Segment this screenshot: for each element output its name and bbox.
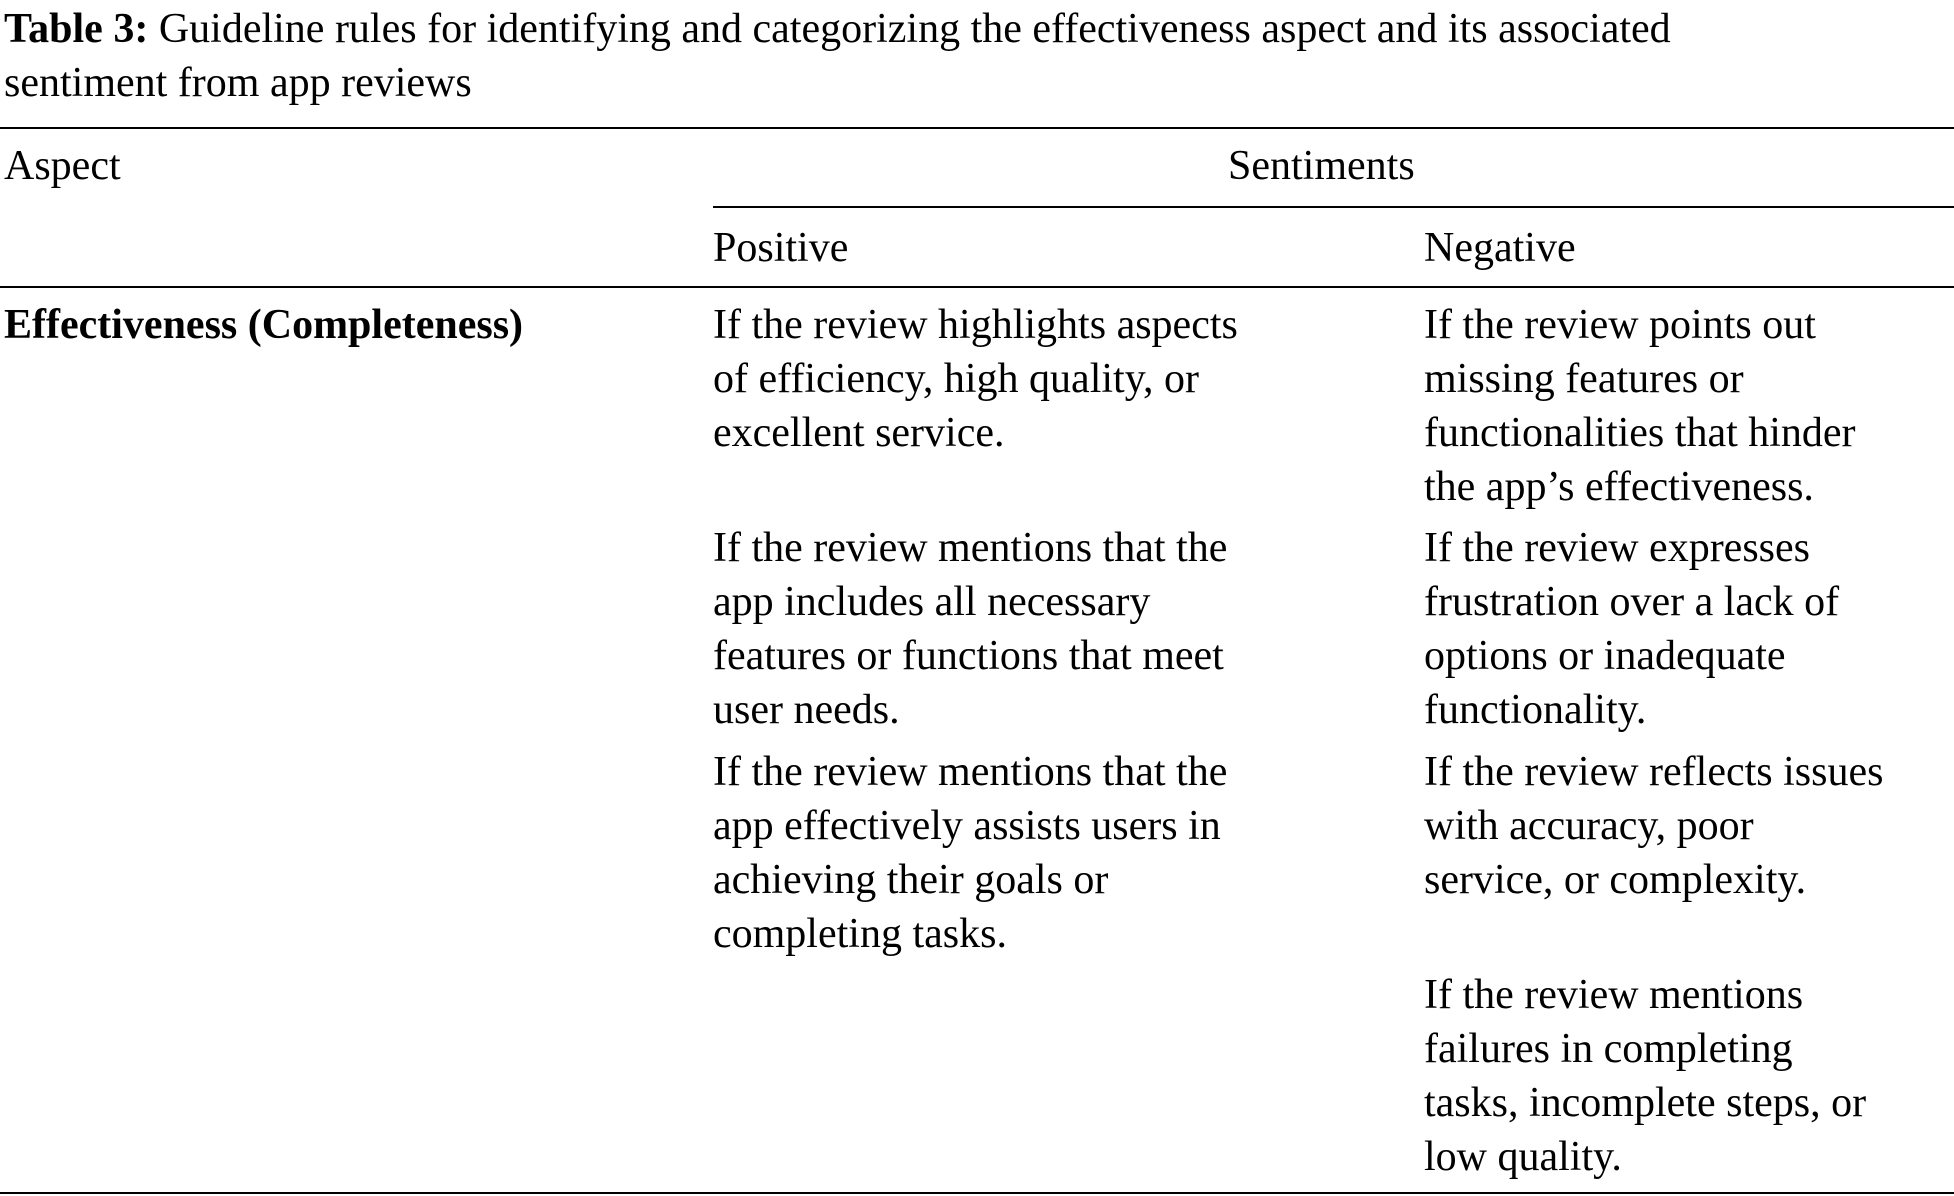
header-sentiments: Sentiments (1228, 143, 1415, 189)
sentiments-rule (713, 206, 1954, 208)
caption-text-line1: Guideline rules for identifying and categorizing the effectiveness aspect and its associated (158, 6, 1671, 52)
header-positive: Positive (713, 225, 849, 271)
positive-rule-3 (713, 745, 1227, 961)
negative-rule-1-line: the app’s effectiveness. (1424, 464, 1814, 510)
negative-rule-1-line: functionalities that hinder (1424, 410, 1856, 456)
negative-rule-1 (1424, 298, 1856, 514)
negative-rule-4-line: failures in completing (1424, 1026, 1793, 1072)
negative-rule-1-line: If the review points out (1424, 302, 1816, 348)
negative-rule-2 (1424, 521, 1839, 737)
positive-rule-1-line: of efficiency, high quality, or (713, 356, 1199, 402)
negative-rule-2-line: functionality. (1424, 687, 1647, 733)
header-negative: Negative (1424, 225, 1576, 271)
negative-rule-2-line: frustration over a lack of (1424, 579, 1840, 625)
header-aspect: Aspect (4, 143, 121, 189)
negative-rule-3-line: with accuracy, poor (1424, 803, 1754, 849)
negative-rule-1-line: missing features or (1424, 356, 1744, 402)
negative-rule-3 (1424, 745, 1883, 907)
negative-rule-4-line: tasks, incomplete steps, or (1424, 1080, 1867, 1126)
positive-rule-1-line: If the review highlights aspects (713, 302, 1238, 348)
positive-rule-2 (713, 521, 1227, 737)
positive-rule-2-line: user needs. (713, 687, 900, 733)
aspect-name: Effectiveness (Completeness) (4, 302, 524, 348)
negative-rule-4 (1424, 968, 1866, 1184)
top-rule (0, 127, 1954, 129)
positive-rule-3-line: achieving their goals or (713, 857, 1109, 903)
positive-rule-3-line: If the review mentions that the (713, 749, 1228, 795)
negative-rule-4-line: low quality. (1424, 1134, 1622, 1180)
positive-rule-3-line: completing tasks. (713, 911, 1007, 957)
negative-rule-3-line: service, or complexity. (1424, 857, 1807, 903)
positive-rule-1 (713, 298, 1238, 460)
negative-rule-4-line: If the review mentions (1424, 972, 1804, 1018)
table-caption (4, 2, 1950, 110)
bottom-rule (0, 1192, 1954, 1194)
negative-rule-2-line: options or inadequate (1424, 633, 1786, 679)
positive-rule-3-line: app effectively assists users in (713, 803, 1221, 849)
caption-label: Table 3: (4, 6, 149, 52)
negative-rule-2-line: If the review expresses (1424, 525, 1810, 571)
positive-rule-1-line: excellent service. (713, 410, 1005, 456)
positive-rule-2-line: features or functions that meet (713, 633, 1224, 679)
header-bottom-rule (0, 286, 1954, 288)
negative-rule-3-line: If the review reflects issues (1424, 749, 1884, 795)
caption-text-line2: sentiment from app reviews (4, 60, 472, 106)
positive-rule-2-line: If the review mentions that the (713, 525, 1228, 571)
positive-rule-2-line: app includes all necessary (713, 579, 1151, 625)
